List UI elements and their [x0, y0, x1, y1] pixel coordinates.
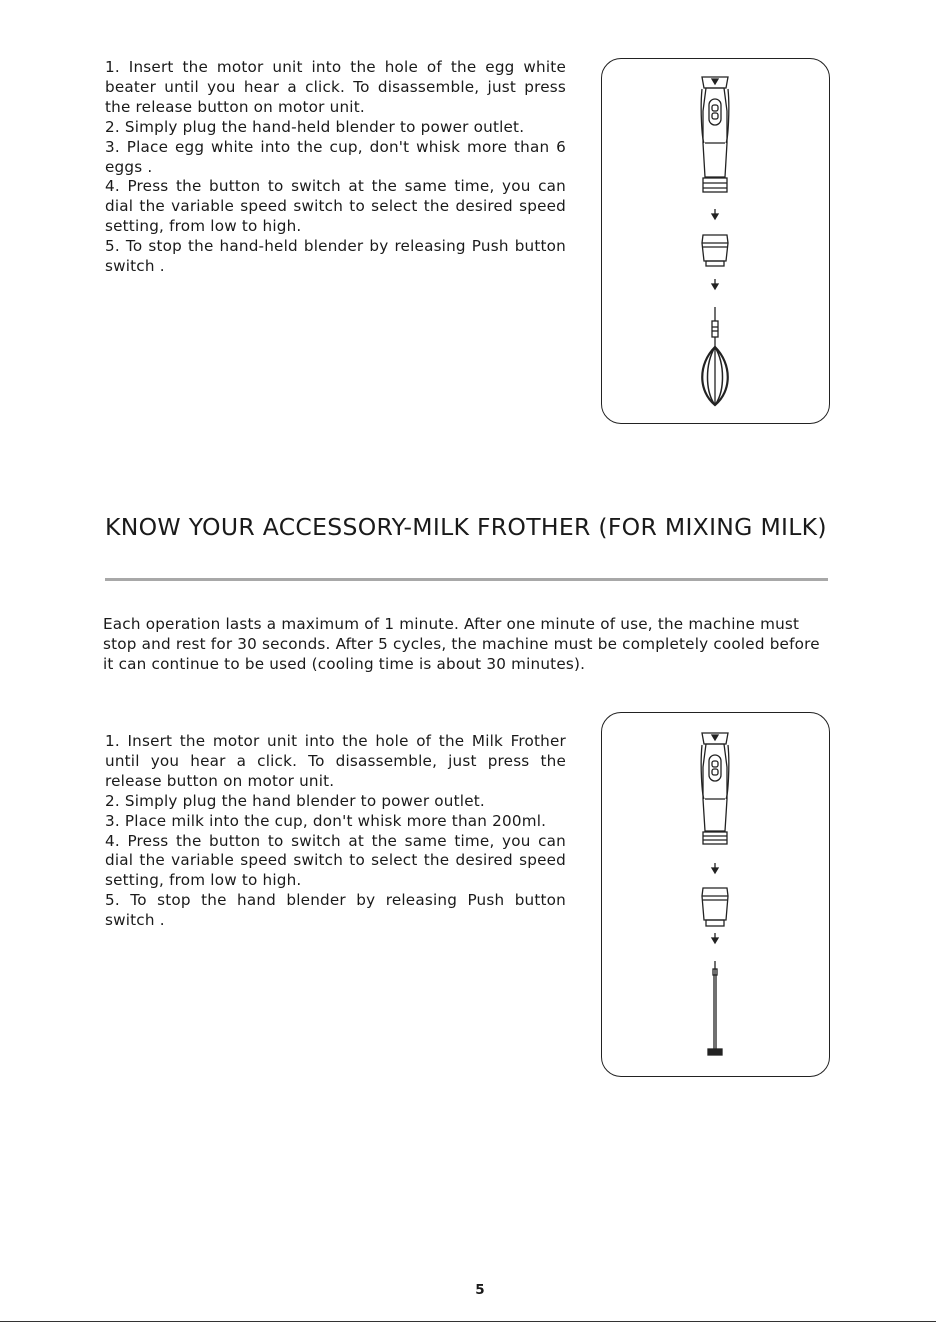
egg-beater-step-2: 2. Simply plug the hand-held blender to power outlet. [105, 117, 525, 136]
arrow-down-icon [712, 933, 718, 943]
egg-whisk-icon [702, 307, 728, 405]
arrow-down-icon [712, 863, 718, 873]
egg-beater-step-1: 1. Insert the motor unit into the hole of the egg white beater until you hear a click. To disassemble, just press the release button on motor unit. [105, 58, 566, 116]
motor-unit-icon [701, 77, 729, 192]
egg-beater-instructions [105, 58, 566, 277]
milk-frother-step-3: 3. Place milk into the cup, don't whisk more than 200ml. [105, 811, 547, 830]
arrow-down-icon [712, 279, 718, 289]
milk-frother-illustration [601, 712, 830, 1077]
milk-frother-heading: KNOW YOUR ACCESSORY-MILK FROTHER (FOR MIXING MILK) [105, 513, 827, 541]
page-bottom-border [0, 1321, 936, 1322]
milk-frother-step-5: 5. To stop the hand blender by releasing Push button switch . [105, 891, 566, 930]
milk-frother-step-4: 4. Press the button to switch at the same time, you can dial the variable speed switch to select the desired speed setting, from low to high. [105, 831, 566, 890]
milk-frother-wand-icon [708, 961, 722, 1055]
gearbox-cup-icon [702, 888, 728, 926]
gearbox-cup-icon [702, 235, 728, 266]
page-number: 5 [475, 1282, 485, 1298]
arrow-down-icon [712, 209, 718, 219]
egg-beater-step-5: 5. To stop the hand-held blender by releasing Push button switch . [105, 237, 566, 276]
milk-frother-instructions [105, 732, 566, 931]
egg-beater-step-4: 4. Press the button to switch at the same time, you can dial the variable speed switch to select the desired speed setting, from low to high. [105, 177, 566, 236]
motor-unit-icon [701, 733, 729, 844]
egg-beater-assembly-diagram [602, 59, 829, 423]
egg-beater-step-3: 3. Place egg white into the cup, don't whisk more than 6 eggs . [105, 137, 566, 176]
milk-frother-step-2: 2. Simply plug the hand blender to power outlet. [105, 791, 485, 810]
milk-frother-step-1: 1. Insert the motor unit into the hole of the Milk Frother until you hear a click. To disassemble, just press the release button on motor unit. [105, 732, 566, 790]
egg-beater-illustration [601, 58, 830, 424]
operation-time-notice: Each operation lasts a maximum of 1 minute. After one minute of use, the machine must stop and rest for 30 seconds. After 5 cycles, the machine must be completely cooled before it can continue to be used (cooling time is about 30 minutes). [103, 615, 820, 673]
heading-divider [105, 578, 828, 581]
milk-frother-assembly-diagram [602, 713, 829, 1076]
